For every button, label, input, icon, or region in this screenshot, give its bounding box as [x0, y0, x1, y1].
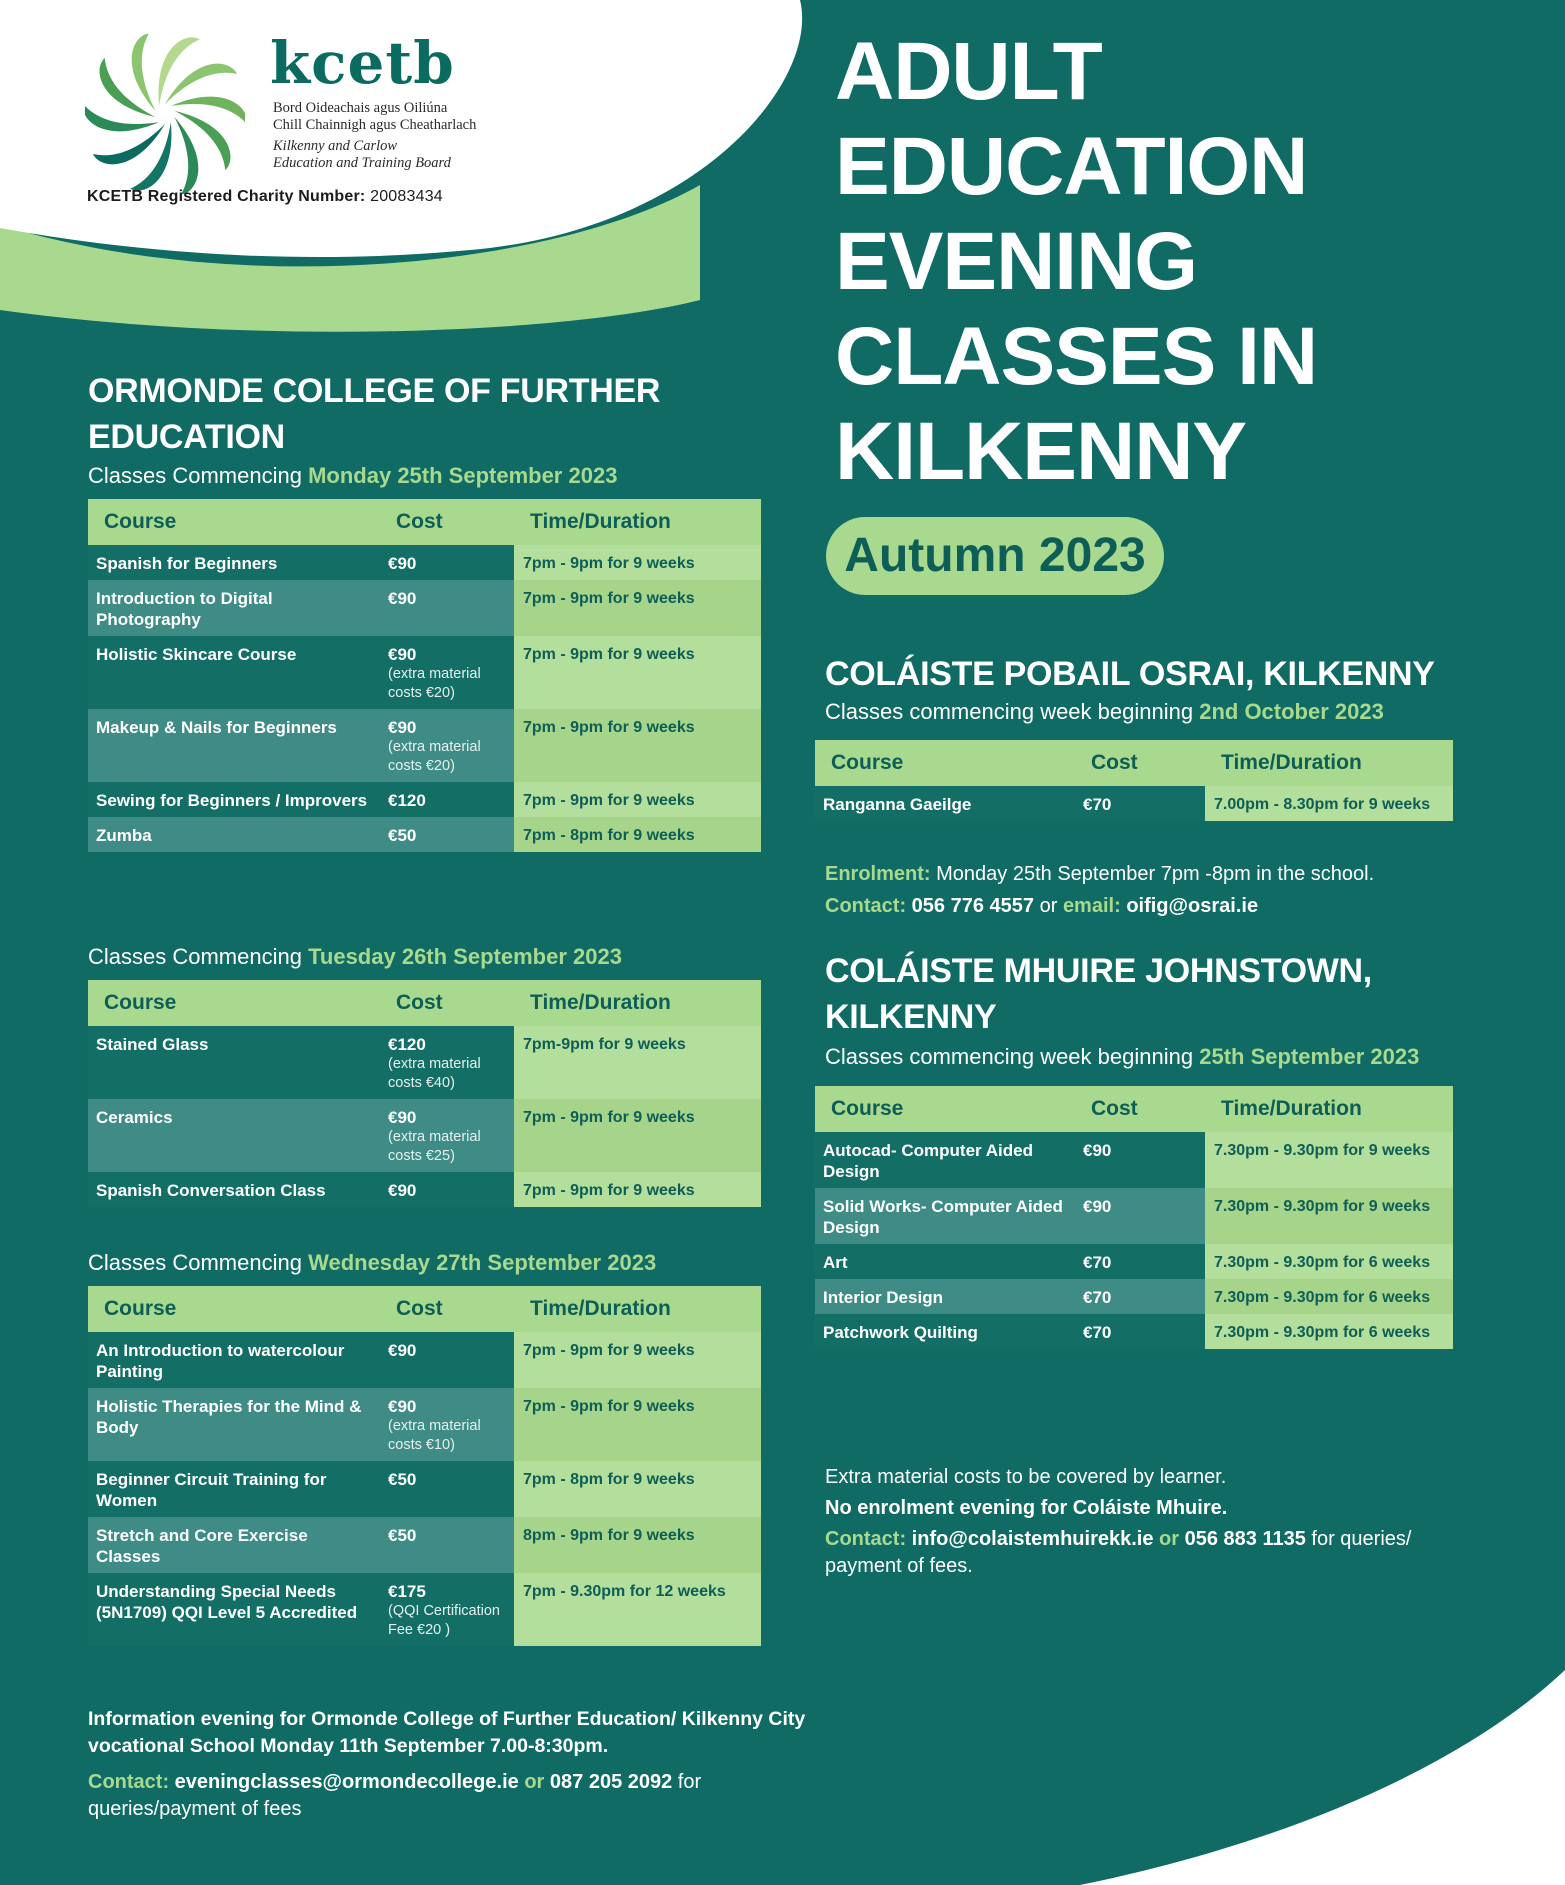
email-label: email: — [1062, 895, 1121, 917]
ormonde-monday-commence — [88, 463, 617, 489]
course-cost: €175 — [388, 1582, 426, 1601]
mhuire-no-enrolment: No enrolment evening for Coláiste Mhuire. — [825, 1497, 1228, 1519]
course-time: 7pm - 9pm for 9 weeks — [514, 782, 761, 817]
col-cost: Cost — [380, 499, 514, 545]
course-time: 7.30pm - 9.30pm for 6 weeks — [1205, 1279, 1453, 1314]
logo-english-line2: Education and Training Board — [273, 155, 451, 171]
course-cost: €90 — [1083, 1197, 1112, 1216]
cost-note: (extra material costs €25) — [388, 1129, 481, 1164]
mhuire-contact — [825, 1526, 1485, 1580]
course-cost-cell — [380, 1517, 514, 1573]
mhuire-table — [815, 1086, 1453, 1349]
course-cost: €90 — [388, 1397, 417, 1416]
course-cost: €120 — [388, 1035, 426, 1054]
course-time: 7pm - 9pm for 9 weeks — [514, 1172, 761, 1207]
mhuire-heading — [825, 948, 1372, 1040]
course-time: 7.30pm - 9.30pm for 9 weeks — [1205, 1188, 1453, 1244]
col-time: Time/Duration — [1205, 1086, 1453, 1132]
course-time: 7pm - 9.30pm for 12 weeks — [514, 1573, 761, 1646]
course-cost-cell — [380, 636, 514, 709]
col-time: Time/Duration — [514, 499, 761, 545]
contact-or: or — [524, 1771, 545, 1793]
course-time: 7pm - 9pm for 9 weeks — [514, 580, 761, 636]
col-course: Course — [815, 740, 1075, 786]
col-time: Time/Duration — [1205, 740, 1453, 786]
charity-value: 20083434 — [370, 188, 443, 205]
course-cost: €90 — [388, 589, 417, 608]
logo-english-line1: Kilkenny and Carlow — [273, 138, 398, 154]
contact-email[interactable]: oifig@osrai.ie — [1126, 895, 1259, 917]
course-cost-cell — [380, 545, 514, 580]
course-name: Holistic Therapies for the Mind & Body — [88, 1388, 380, 1461]
ormonde-tuesday-table — [88, 980, 761, 1207]
contact-label: Contact: — [825, 895, 907, 917]
cost-note: (QQI Certification Fee €20 ) — [388, 1603, 500, 1638]
commence-prefix: Classes commencing week beginning — [825, 1044, 1194, 1069]
table-row — [815, 1188, 1453, 1244]
course-cost-cell — [1075, 786, 1205, 821]
course-name: Introduction to Digital Photography — [88, 580, 380, 636]
commence-date: 2nd October 2023 — [1199, 699, 1384, 724]
table-row — [88, 1388, 761, 1461]
contact-label: Contact: — [825, 1528, 907, 1550]
commence-prefix: Classes Commencing — [88, 463, 302, 488]
course-cost: €90 — [388, 1181, 417, 1200]
course-name: Interior Design — [815, 1279, 1075, 1314]
col-course: Course — [88, 980, 380, 1026]
course-name: Stained Glass — [88, 1026, 380, 1099]
enrol-label: Enrolment: — [825, 863, 931, 885]
course-name: Zumba — [88, 817, 380, 852]
col-cost: Cost — [380, 980, 514, 1026]
course-time: 8pm - 9pm for 9 weeks — [514, 1517, 761, 1573]
course-cost: €70 — [1083, 1323, 1112, 1342]
course-cost-cell — [380, 1573, 514, 1646]
course-name: An Introduction to watercolour Painting — [88, 1332, 380, 1388]
course-time: 7.30pm - 9.30pm for 9 weeks — [1205, 1132, 1453, 1188]
osrai-table — [815, 740, 1453, 821]
course-cost-cell — [1075, 1314, 1205, 1349]
commence-prefix: Classes Commencing — [88, 944, 302, 969]
mhuire-commence — [825, 1044, 1419, 1070]
course-cost: €90 — [388, 1108, 417, 1127]
course-name: Understanding Special Needs (5N1709) QQI Level 5 Accredited — [88, 1573, 380, 1646]
ormonde-wednesday-table — [88, 1286, 761, 1646]
course-cost-cell — [380, 1461, 514, 1517]
course-cost-cell — [1075, 1132, 1205, 1188]
commence-date: 25th September 2023 — [1199, 1044, 1420, 1069]
course-cost: €90 — [1083, 1141, 1112, 1160]
course-cost: €90 — [388, 554, 417, 573]
course-time: 7pm - 8pm for 9 weeks — [514, 1461, 761, 1517]
course-name: Ceramics — [88, 1099, 380, 1172]
col-course: Course — [88, 1286, 380, 1332]
course-time: 7.30pm - 9.30pm for 6 weeks — [1205, 1314, 1453, 1349]
course-cost: €90 — [388, 645, 417, 664]
table-row — [88, 1461, 761, 1517]
title-line: ADULT — [835, 26, 1102, 117]
table-row — [88, 817, 761, 852]
course-cost-cell — [1075, 1188, 1205, 1244]
course-cost-cell — [1075, 1244, 1205, 1279]
course-cost: €90 — [388, 718, 417, 737]
course-cost-cell — [380, 817, 514, 852]
course-time: 7pm - 9pm for 9 weeks — [514, 545, 761, 580]
contact-or: or — [1039, 895, 1058, 917]
course-cost-cell — [380, 1332, 514, 1388]
col-course: Course — [88, 499, 380, 545]
course-cost: €50 — [388, 1526, 417, 1545]
course-cost-cell — [380, 1026, 514, 1099]
logo-name: kcetb — [270, 29, 455, 97]
mhuire-title-line1: COLÁISTE MHUIRE JOHNSTOWN, — [825, 952, 1372, 990]
course-name: Solid Works- Computer Aided Design — [815, 1188, 1075, 1244]
col-time: Time/Duration — [514, 980, 761, 1026]
contact-suffix: for queries/payment of fees — [88, 1771, 702, 1820]
course-name: Beginner Circuit Training for Women — [88, 1461, 380, 1517]
col-cost: Cost — [1075, 1086, 1205, 1132]
ormonde-tuesday-commence — [88, 944, 622, 970]
osrai-enrolment — [825, 861, 1545, 888]
bottom-right-white-curve — [1080, 1670, 1565, 1885]
course-time: 7pm - 9pm for 9 weeks — [514, 1332, 761, 1388]
page-title — [835, 24, 1317, 499]
course-cost-cell — [380, 1099, 514, 1172]
table-row — [88, 1099, 761, 1172]
table-row — [815, 786, 1453, 821]
ormonde-contact — [88, 1769, 768, 1823]
col-cost: Cost — [380, 1286, 514, 1332]
course-time: 7pm - 9pm for 9 weeks — [514, 1099, 761, 1172]
course-time: 7pm - 9pm for 9 weeks — [514, 1388, 761, 1461]
course-time: 7pm - 8pm for 9 weeks — [514, 817, 761, 852]
logo-irish-line2: Chill Chainnigh agus Cheatharlach — [273, 117, 477, 133]
swirl-logo-icon — [85, 34, 245, 194]
course-name: Makeup & Nails for Beginners — [88, 709, 380, 782]
charity-label: KCETB Registered Charity Number: — [87, 188, 366, 205]
table-row — [88, 1026, 761, 1099]
table-row — [815, 1314, 1453, 1349]
course-name: Patchwork Quilting — [815, 1314, 1075, 1349]
table-row — [88, 1172, 761, 1207]
course-time: 7pm - 9pm for 9 weeks — [514, 709, 761, 782]
table-row — [88, 1573, 761, 1646]
contact-or: or — [1159, 1528, 1180, 1550]
ormonde-heading — [88, 368, 660, 460]
title-line: EDUCATION — [835, 121, 1308, 212]
course-name: Stretch and Core Exercise Classes — [88, 1517, 380, 1573]
commence-prefix: Classes Commencing — [88, 1250, 302, 1275]
mhuire-title-line2: KILKENNY — [825, 998, 997, 1036]
course-time: 7pm - 9pm for 9 weeks — [514, 636, 761, 709]
course-name: Spanish Conversation Class — [88, 1172, 380, 1207]
course-cost: €120 — [388, 791, 426, 810]
commence-date: Monday 25th September 2023 — [308, 463, 618, 488]
charity-number — [87, 188, 443, 206]
cost-note: (extra material costs €20) — [388, 739, 481, 774]
course-time: 7.30pm - 9.30pm for 6 weeks — [1205, 1244, 1453, 1279]
table-row — [88, 636, 761, 709]
course-cost-cell — [380, 1388, 514, 1461]
contact-label: Contact: — [88, 1771, 170, 1793]
table-row — [88, 1517, 761, 1573]
osrai-contact — [825, 893, 1545, 920]
course-name: Art — [815, 1244, 1075, 1279]
col-course: Course — [815, 1086, 1075, 1132]
kcetb-logo — [85, 30, 525, 215]
table-row — [815, 1279, 1453, 1314]
course-cost: €50 — [388, 826, 417, 845]
contact-suffix: for queries/ payment of fees. — [825, 1528, 1412, 1577]
title-line: EVENING — [835, 216, 1198, 307]
title-line: CLASSES IN — [835, 311, 1318, 402]
course-cost-cell — [1075, 1279, 1205, 1314]
commence-prefix: Classes commencing week beginning — [825, 699, 1194, 724]
title-line: KILKENNY — [835, 406, 1247, 497]
course-name: Spanish for Beginners — [88, 545, 380, 580]
cost-note: (extra material costs €20) — [388, 666, 481, 701]
contact-email[interactable]: eveningclasses@ormondecollege.ie — [174, 1771, 519, 1793]
table-row — [88, 1332, 761, 1388]
course-cost: €70 — [1083, 795, 1112, 814]
course-cost: €70 — [1083, 1253, 1112, 1272]
course-cost: €70 — [1083, 1288, 1112, 1307]
contact-email[interactable]: info@colaistemhuirekk.ie — [911, 1528, 1154, 1550]
course-name: Ranganna Gaeilge — [815, 786, 1075, 821]
commence-date: Tuesday 26th September 2023 — [308, 944, 622, 969]
course-name: Sewing for Beginners / Improvers — [88, 782, 380, 817]
logo-irish-line1: Bord Oideachais agus Oiliúna — [273, 100, 448, 116]
mhuire-extra-costs: Extra material costs to be covered by learner. — [825, 1466, 1227, 1488]
table-row — [88, 545, 761, 580]
course-time: 7.00pm - 8.30pm for 9 weeks — [1205, 786, 1453, 821]
course-cost-cell — [380, 580, 514, 636]
enrol-text: Monday 25th September 7pm -8pm in the school. — [936, 863, 1375, 885]
table-row — [815, 1244, 1453, 1279]
course-time: 7pm-9pm for 9 weeks — [514, 1026, 761, 1099]
ormonde-title-line2: EDUCATION — [88, 418, 285, 456]
course-name: Holistic Skincare Course — [88, 636, 380, 709]
ormonde-title-line1: ORMONDE COLLEGE OF FURTHER — [88, 372, 661, 410]
table-row — [88, 782, 761, 817]
col-time: Time/Duration — [514, 1286, 761, 1332]
course-cost-cell — [380, 782, 514, 817]
ormonde-monday-table — [88, 499, 761, 852]
osrai-heading: COLÁISTE POBAIL OSRAI, KILKENNY — [825, 655, 1435, 693]
season-badge: Autumn 2023 — [826, 517, 1164, 595]
course-cost: €50 — [388, 1470, 417, 1489]
course-cost-cell — [380, 1172, 514, 1207]
course-cost: €90 — [388, 1341, 417, 1360]
course-cost-cell — [380, 709, 514, 782]
col-cost: Cost — [1075, 740, 1205, 786]
commence-date: Wednesday 27th September 2023 — [308, 1250, 657, 1275]
cost-note: (extra material costs €10) — [388, 1418, 481, 1453]
ormonde-info-evening: Information evening for Ormonde College of Further Education/ Kilkenny City vocational School Monday 11th September 7.00-8:30pm. — [88, 1708, 806, 1757]
course-name: Autocad- Computer Aided Design — [815, 1132, 1075, 1188]
table-row — [88, 580, 761, 636]
contact-phone[interactable]: 056 776 4557 — [911, 895, 1035, 917]
cost-note: (extra material costs €40) — [388, 1056, 481, 1091]
table-row — [815, 1132, 1453, 1188]
contact-phone[interactable]: 087 205 2092 — [549, 1771, 673, 1793]
contact-phone[interactable]: 056 883 1135 — [1184, 1528, 1306, 1550]
osrai-commence — [825, 699, 1384, 725]
ormonde-wednesday-commence — [88, 1250, 656, 1276]
table-row — [88, 709, 761, 782]
